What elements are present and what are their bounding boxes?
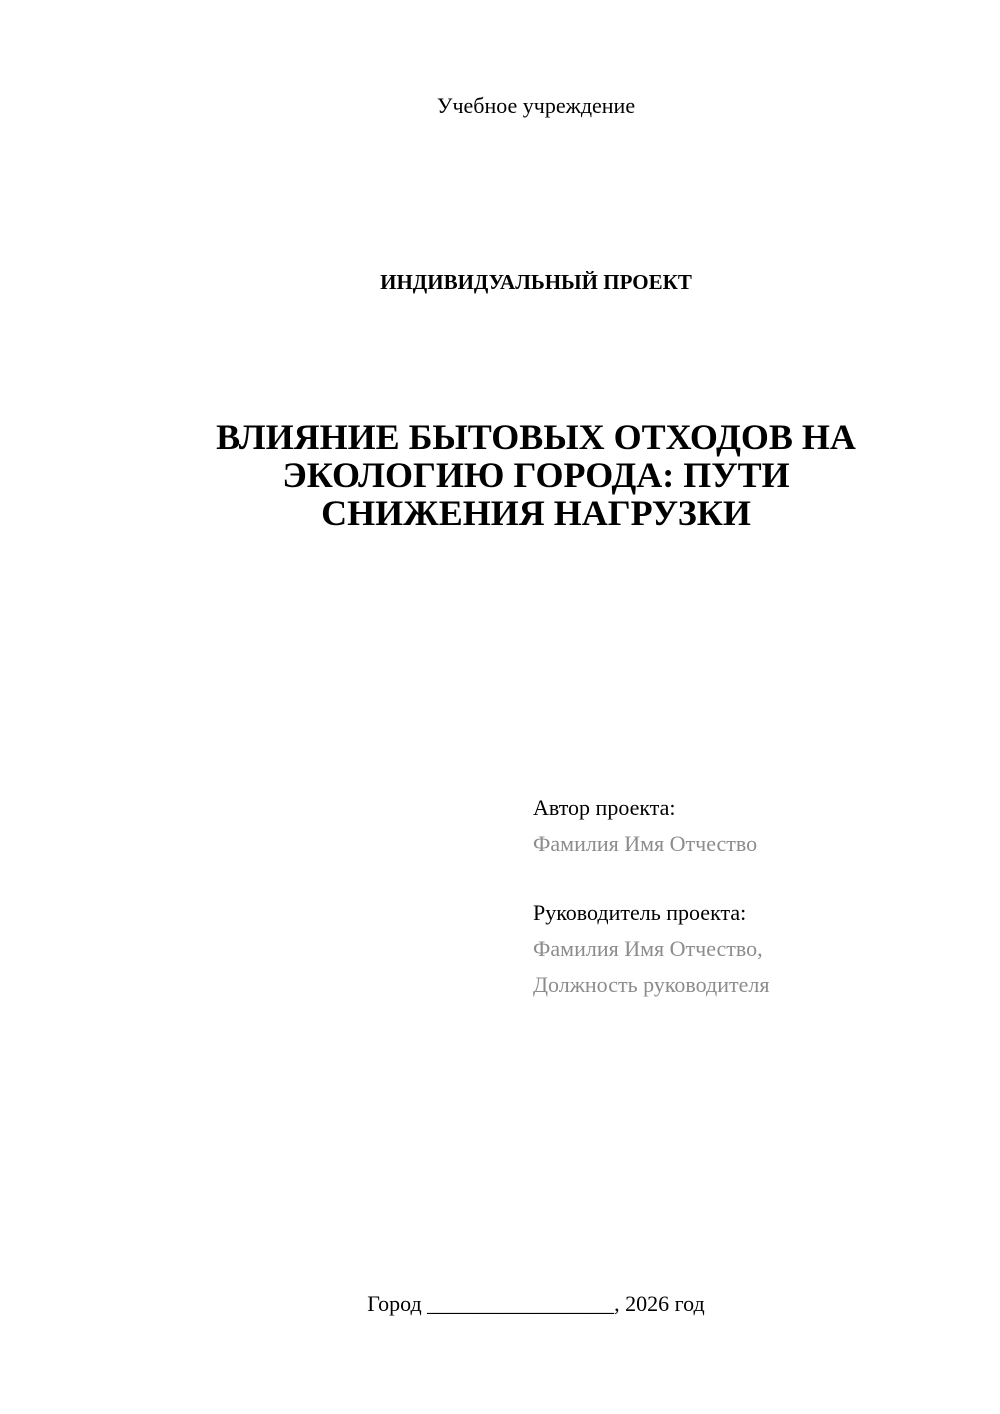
- supervisor-name-placeholder: Фамилия Имя Отчество,: [533, 936, 763, 961]
- author-block: [533, 790, 973, 862]
- author-name-placeholder: Фамилия Имя Отчество: [533, 831, 758, 856]
- project-title: [190, 418, 882, 532]
- institution-name: Учебное учреждение: [436, 93, 636, 118]
- author-label: Автор проекта:: [533, 795, 676, 820]
- project-title-line-1: ВЛИЯНИЕ БЫТОВЫХ ОТХОДОВ НА: [216, 417, 856, 457]
- supervisor-position-placeholder: Должность руководителя: [533, 972, 770, 997]
- project-type-heading: ИНДИВИДУАЛЬНЫЙ ПРОЕКТ: [380, 270, 692, 294]
- project-title-line-2: ЭКОЛОГИЮ ГОРОДА: ПУТИ: [282, 455, 790, 495]
- project-title-line-3: СНИЖЕНИЯ НАГРУЗКИ: [321, 493, 751, 533]
- supervisor-block: [533, 895, 973, 1003]
- city-year-line: Город _________________, 2026 год: [367, 1291, 705, 1316]
- supervisor-label: Руководитель проекта:: [533, 900, 747, 925]
